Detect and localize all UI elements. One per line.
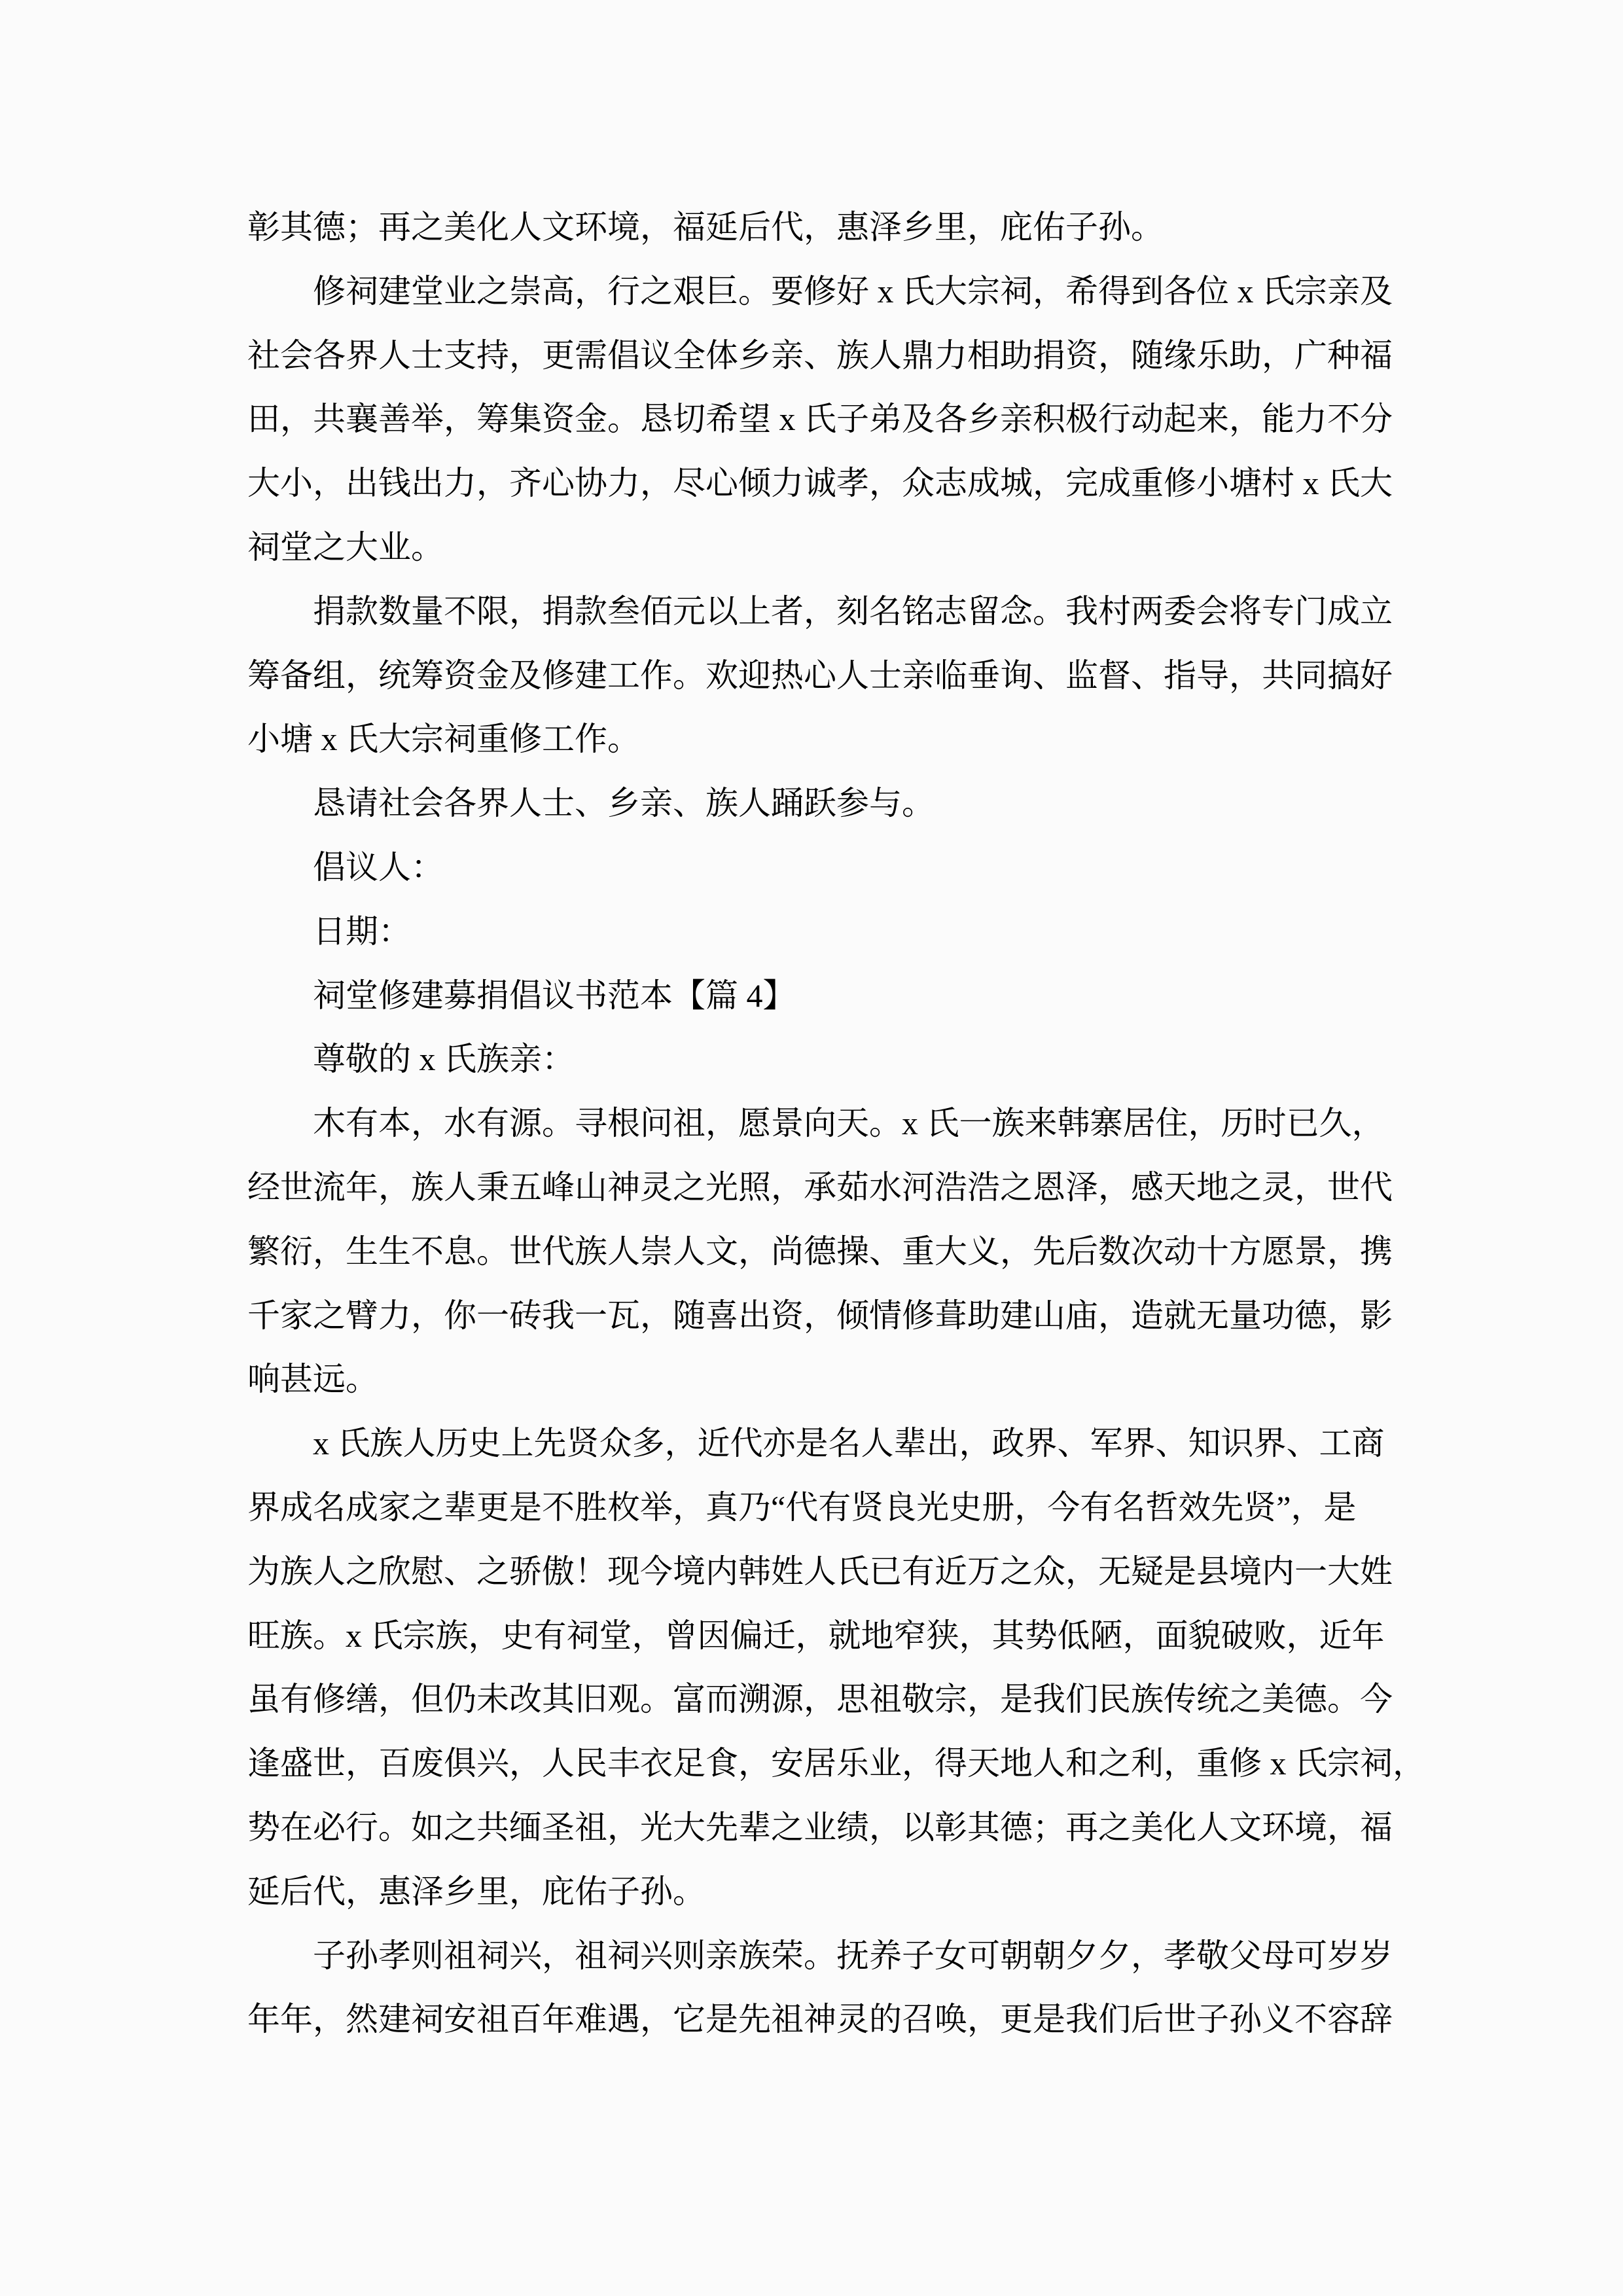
text-line: 繁衍，生生不息。世代族人崇人文，尚德操、重大义，先后数次动十方愿景，携 [247,1232,1393,1270]
text-line: 尊敬的 x 氏族亲： [313,1041,575,1078]
text-line: 千家之臂力，你一砖我一瓦，随喜出资，倾情修葺助建山庙，造就无量功德，影 [247,1297,1393,1334]
text-line: 年年，然建祠安祖百年难遇，它是先祖神灵的召唤，更是我们后世子孙义不容辞 [247,2001,1393,2038]
text-line: 逢盛世，百废俱兴，人民丰衣足食，安居乐业，得天地人和之利，重修 x 氏宗祠， [247,1745,1425,1782]
text-line: 祠堂修建募捐倡议书范本【篇 4】 [313,977,796,1014]
text-line: 大小，出钱出力，齐心协力，尽心倾力诚孝，众志成城，完成重修小塘村 x 氏大 [247,465,1393,502]
text-line: 倡议人： [313,848,444,886]
document-body [247,196,1425,2052]
text-line: 捐款数量不限，捐款叁佰元以上者，刻名铭志留念。我村两委会将专门成立 [313,592,1393,630]
text-line: 恳请社会各界人士、乡亲、族人踊跃参与。 [313,785,935,822]
text-line: 子孙孝则祖祠兴，祖祠兴则亲族荣。抚养子女可朝朝夕夕，孝敬父母可岁岁 [313,1937,1393,1974]
text-line: 祠堂之大业。 [247,528,444,565]
text-line: 旺族。x 氏宗族，史有祠堂，曾因偏迁，就地窄狭，其势低陋，面貌破败，近年 [247,1617,1385,1654]
text-line: 经世流年，族人秉五峰山神灵之光照，承茹水河浩浩之恩泽，感天地之灵，世代 [247,1168,1393,1206]
text-line: 势在必行。如之共缅圣祖，光大先辈之业绩，以彰其德；再之美化人文环境，福 [247,1808,1393,1846]
text-line: 彰其德；再之美化人文环境，福延后代，惠泽乡里，庇佑子孙。 [247,209,1164,245]
text-line: 筹备组，统筹资金及修建工作。欢迎热心人士亲临垂询、监督、指导，共同搞好 [247,656,1393,694]
text-line: 小塘 x 氏大宗祠重修工作。 [247,721,640,758]
text-line: 田，共襄善举，筹集资金。恳切希望 x 氏子弟及各乡亲积极行动起来，能力不分 [247,401,1393,438]
text-line: 延后代，惠泽乡里，庇佑子孙。 [247,1873,705,1910]
text-line: 界成名成家之辈更是不胜枚举，真乃“代有贤良光史册，今有名哲效先贤”，是 [247,1488,1357,1526]
text-line: 日期： [313,912,411,950]
text-line: 为族人之欣慰、之骄傲！现今境内韩姓人氏已有近万之众，无疑是县境内一大姓 [247,1552,1393,1590]
text-line: 木有本，水有源。寻根问祖，愿景向天。x 氏一族来韩寨居住，历时已久， [313,1105,1385,1142]
text-line: 响甚远。 [247,1361,378,1398]
text-line: x 氏族人历史上先贤众多，近代亦是名人辈出，政界、军界、知识界、工商 [313,1425,1385,1462]
text-line: 修祠建堂业之崇高，行之艰巨。要修好 x 氏大宗祠，希得到各位 x 氏宗亲及 [313,272,1393,310]
text-line: 虽有修缮，但仍未改其旧观。富而溯源，思祖敬宗，是我们民族传统之美德。今 [247,1681,1393,1718]
text-line: 社会各界人士支持，更需倡议全体乡亲、族人鼎力相助捐资，随缘乐助，广种福 [247,336,1393,374]
